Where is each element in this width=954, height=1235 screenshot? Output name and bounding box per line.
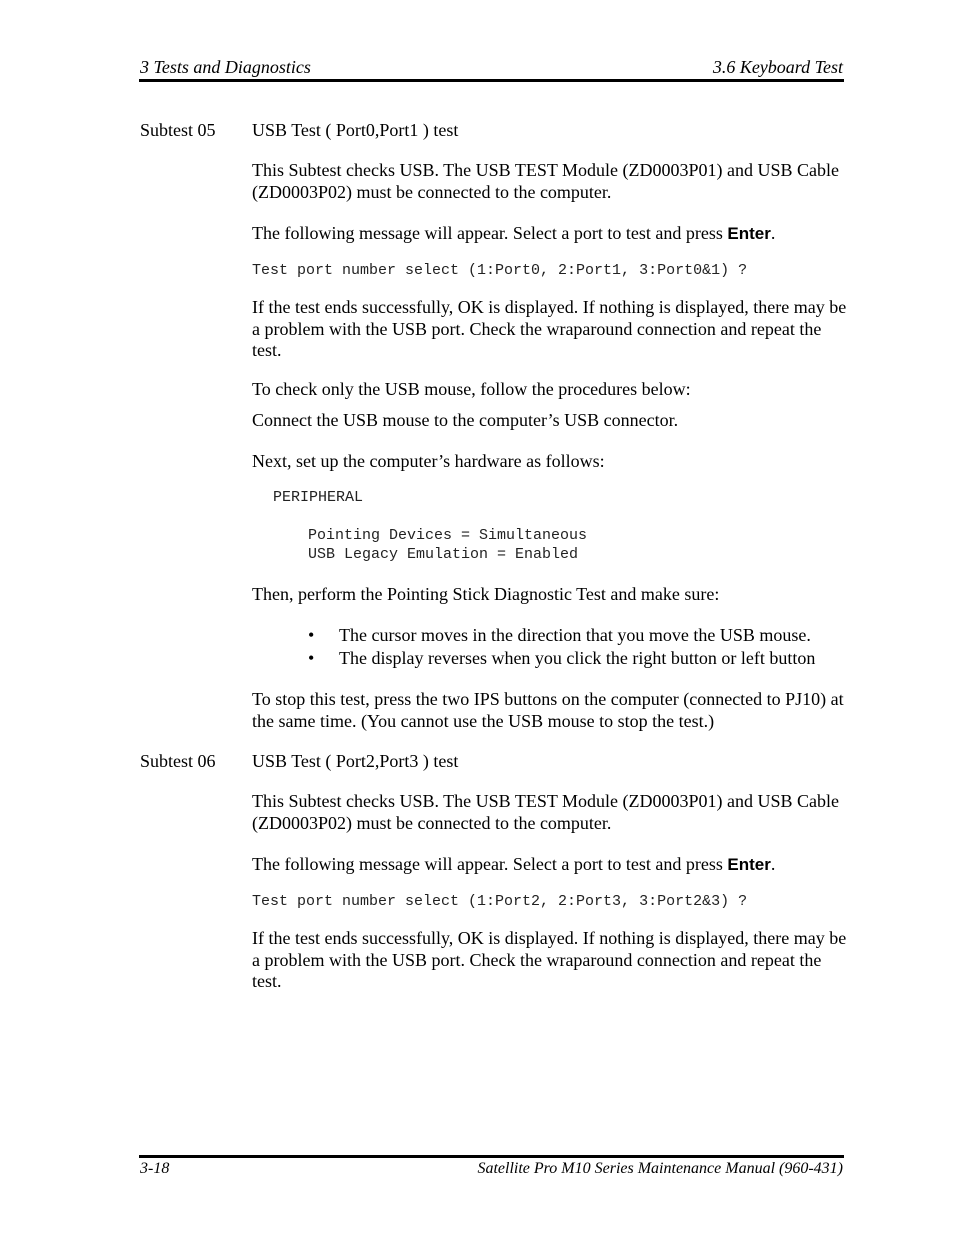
subtest-05-label: Subtest 05 (140, 120, 216, 140)
subtest-06-title: USB Test ( Port2,Port3 ) test (252, 751, 459, 771)
hardware-setup-intro: Next, set up the computer’s hardware as follows: (252, 451, 605, 471)
instruction-period: . (770, 223, 776, 243)
header-section: 3.6 Keyboard Test (712, 57, 843, 77)
bullet-text: The cursor moves in the direction that you move the USB mouse. (339, 625, 811, 645)
usb-mouse-check-intro: To check only the USB mouse, follow the procedures below: (252, 379, 691, 399)
connect-usb-mouse-step: Connect the USB mouse to the computer’s USB connector. (252, 410, 679, 430)
stop-test-note: To stop this test, press the two IPS buttons on the computer (connected to PJ10) at the same time. (You cannot use the USB mouse to stop the test.) (252, 689, 844, 731)
subtest-06-result-note: If the test ends successfully, OK is displayed. If nothing is displayed, there may be a problem with the USB port. Check the wraparound connection and repeat the test. (252, 928, 847, 991)
subtest-06-instruction (252, 853, 775, 876)
setup-pointing-devices: Pointing Devices = Simultaneous (308, 527, 588, 544)
instruction-period: . (770, 854, 776, 874)
subtest-05-description: This Subtest checks USB. The USB TEST Module (ZD0003P01) and USB Cable (ZD0003P02) must be connected to the computer. (252, 160, 839, 202)
footer-manual-title: Satellite Pro M10 Series Maintenance Manual (960-431) (477, 1160, 843, 1177)
subtest-06-description: This Subtest checks USB. The USB TEST Module (ZD0003P01) and USB Cable (ZD0003P02) must be connected to the computer. (252, 791, 839, 833)
bullet-text: The display reverses when you click the right button or left button (339, 648, 816, 668)
subtest-06-label: Subtest 06 (140, 751, 216, 771)
subtest-05-title: USB Test ( Port0,Port1 ) test (252, 120, 459, 140)
enter-key-label: Enter (727, 224, 771, 243)
header-rule (139, 79, 844, 82)
footer-page-number: 3-18 (140, 1160, 170, 1177)
setup-usb-legacy-emulation: USB Legacy Emulation = Enabled (308, 546, 579, 563)
subtest-06-prompt-message: Test port number select (1:Port2, 2:Port3, 3:Port2&3) ? (252, 893, 748, 910)
subtest-05-result-note: If the test ends successfully, OK is displayed. If nothing is displayed, there may be a problem with the USB port. Check the wraparound connection and repeat the test. (252, 297, 847, 360)
instruction-text: The following message will appear. Select a port to test and press (252, 223, 728, 243)
header-chapter: 3 Tests and Diagnostics (140, 57, 311, 77)
bullet-icon: • (308, 625, 315, 645)
subtest-05-instruction (252, 222, 775, 245)
instruction-text: The following message will appear. Select a port to test and press (252, 854, 728, 874)
enter-key-label: Enter (727, 855, 771, 874)
bullet-item-cursor (308, 624, 811, 646)
subtest-05-prompt-message: Test port number select (1:Port0, 2:Port1, 3:Port0&1) ? (252, 262, 748, 279)
pointing-stick-test-intro: Then, perform the Pointing Stick Diagnostic Test and make sure: (252, 584, 720, 604)
bullet-icon: • (308, 648, 315, 668)
setup-peripheral-heading: PERIPHERAL (273, 489, 364, 506)
bullet-item-display (308, 647, 815, 669)
footer-rule (139, 1155, 844, 1158)
